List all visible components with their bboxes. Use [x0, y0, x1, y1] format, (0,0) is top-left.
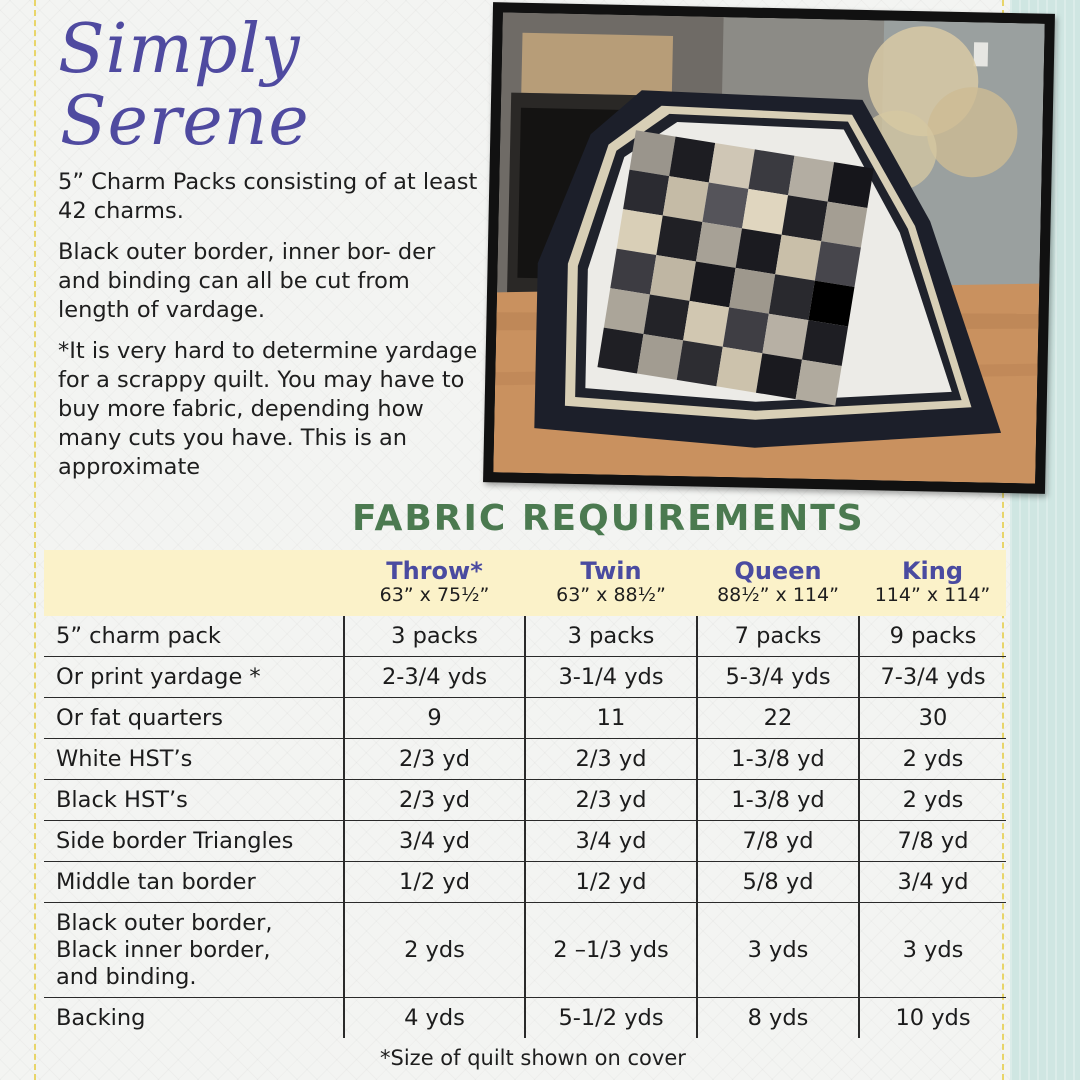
- table-cell: 2 –1/3 yds: [525, 903, 697, 998]
- table-row: [44, 780, 1006, 821]
- table-cell: 5-3/4 yds: [697, 657, 859, 698]
- table-header-row: [44, 550, 1006, 616]
- table-cell: 8 yds: [697, 998, 859, 1039]
- table-cell: 1/2 yd: [344, 862, 525, 903]
- row-label: Side border Triangles: [44, 821, 344, 862]
- table-cell: 2/3 yd: [344, 780, 525, 821]
- table-cell: 11: [525, 698, 697, 739]
- size-dimensions: 114” x 114”: [874, 584, 991, 606]
- row-label: Backing: [44, 998, 344, 1039]
- header-size-throw: [344, 550, 525, 616]
- table-cell: 10 yds: [859, 998, 1006, 1039]
- table-cell: 2 yds: [344, 903, 525, 998]
- header-empty-cell: [44, 550, 344, 616]
- row-label: Black HST’s: [44, 780, 344, 821]
- table-row: [44, 821, 1006, 862]
- table-cell: 7 packs: [697, 616, 859, 657]
- row-label: Middle tan border: [44, 862, 344, 903]
- table-cell: 2/3 yd: [344, 739, 525, 780]
- intro-paragraph-2: Black outer border, inner bor- der and binding can all be cut from length of vardage.: [58, 239, 436, 323]
- table-cell: 3/4 yd: [525, 821, 697, 862]
- table-cell: 9: [344, 698, 525, 739]
- quilt-photo: [483, 2, 1055, 494]
- table-cell: 5-1/2 yds: [525, 998, 697, 1039]
- table-cell: 7-3/4 yds: [859, 657, 1006, 698]
- table-row: [44, 903, 1006, 998]
- row-label-line: Black outer border,: [56, 909, 273, 936]
- row-label: 5” charm pack: [56, 623, 221, 649]
- title-line-1: Simply: [58, 10, 301, 89]
- title-line-2: Serene: [60, 82, 310, 161]
- table-cell: 3 yds: [697, 903, 859, 998]
- table-row: [44, 698, 1006, 739]
- table-cell: 4 yds: [344, 998, 525, 1039]
- table-cell: 22: [697, 698, 859, 739]
- table-cell: 3/4 yd: [859, 862, 1006, 903]
- intro-text: [58, 168, 478, 494]
- row-label-line: Black inner border,: [56, 936, 271, 963]
- footnote: *Size of quilt shown on cover: [380, 1046, 686, 1070]
- table-cell: 3/4 yd: [344, 821, 525, 862]
- table-cell: 1-3/8 yd: [697, 739, 859, 780]
- stitch-line-left: [34, 0, 36, 1080]
- size-name: Throw*: [386, 557, 483, 585]
- size-name: Queen: [734, 557, 822, 585]
- size-name: King: [901, 557, 964, 585]
- row-label-line: and binding.: [56, 963, 197, 990]
- table-cell: 5/8 yd: [697, 862, 859, 903]
- row-label: [44, 903, 344, 998]
- table-cell: 2/3 yd: [525, 739, 697, 780]
- table-row: [44, 862, 1006, 903]
- table-cell: 3 yds: [859, 903, 1006, 998]
- header-size-queen: [697, 550, 859, 616]
- table-cell: 9 packs: [859, 616, 1006, 657]
- row-label: Or print yardage *: [44, 657, 344, 698]
- size-dimensions: 63” x 88½”: [556, 584, 666, 606]
- row-label: Or fat quarters: [44, 698, 344, 739]
- table-row: [44, 657, 1006, 698]
- header-size-king: [859, 550, 1006, 616]
- size-dimensions: 88½” x 114”: [717, 584, 839, 606]
- fabric-requirements-table: [44, 550, 1006, 1038]
- fabric-requirements-heading: FABRIC REQUIREMENTS: [352, 498, 865, 539]
- size-dimensions: 63” x 75½”: [379, 584, 490, 606]
- table-cell: 1/2 yd: [525, 862, 697, 903]
- table-cell: 3 packs: [344, 616, 525, 657]
- table-cell: 3-1/4 yds: [525, 657, 697, 698]
- header-size-twin: [525, 550, 697, 616]
- table-cell: 7/8 yd: [859, 821, 1006, 862]
- size-name: Twin: [580, 557, 642, 585]
- table-cell: 3 packs: [525, 616, 697, 657]
- table-cell: 1-3/8 yd: [697, 780, 859, 821]
- table-cell: 2 yds: [859, 780, 1006, 821]
- quilt-photo-image: [493, 12, 1045, 483]
- table-cell: 2-3/4 yds: [344, 657, 525, 698]
- intro-paragraph-3: *It is very hard to determine yardage for a scrappy quilt. You may have to buy more fabric, depending how many cuts you have. This is an approximate: [58, 338, 478, 480]
- table-cell: 7/8 yd: [697, 821, 859, 862]
- table-cell: 2/3 yd: [525, 780, 697, 821]
- table-row: [44, 616, 1006, 657]
- intro-paragraph-1: 5” Charm Packs consisting of at least 42 charms.: [58, 169, 478, 224]
- table-cell: 30: [859, 698, 1006, 739]
- table-cell: 2 yds: [859, 739, 1006, 780]
- table-row: [44, 739, 1006, 780]
- table-row: [44, 998, 1006, 1039]
- row-label: White HST’s: [44, 739, 344, 780]
